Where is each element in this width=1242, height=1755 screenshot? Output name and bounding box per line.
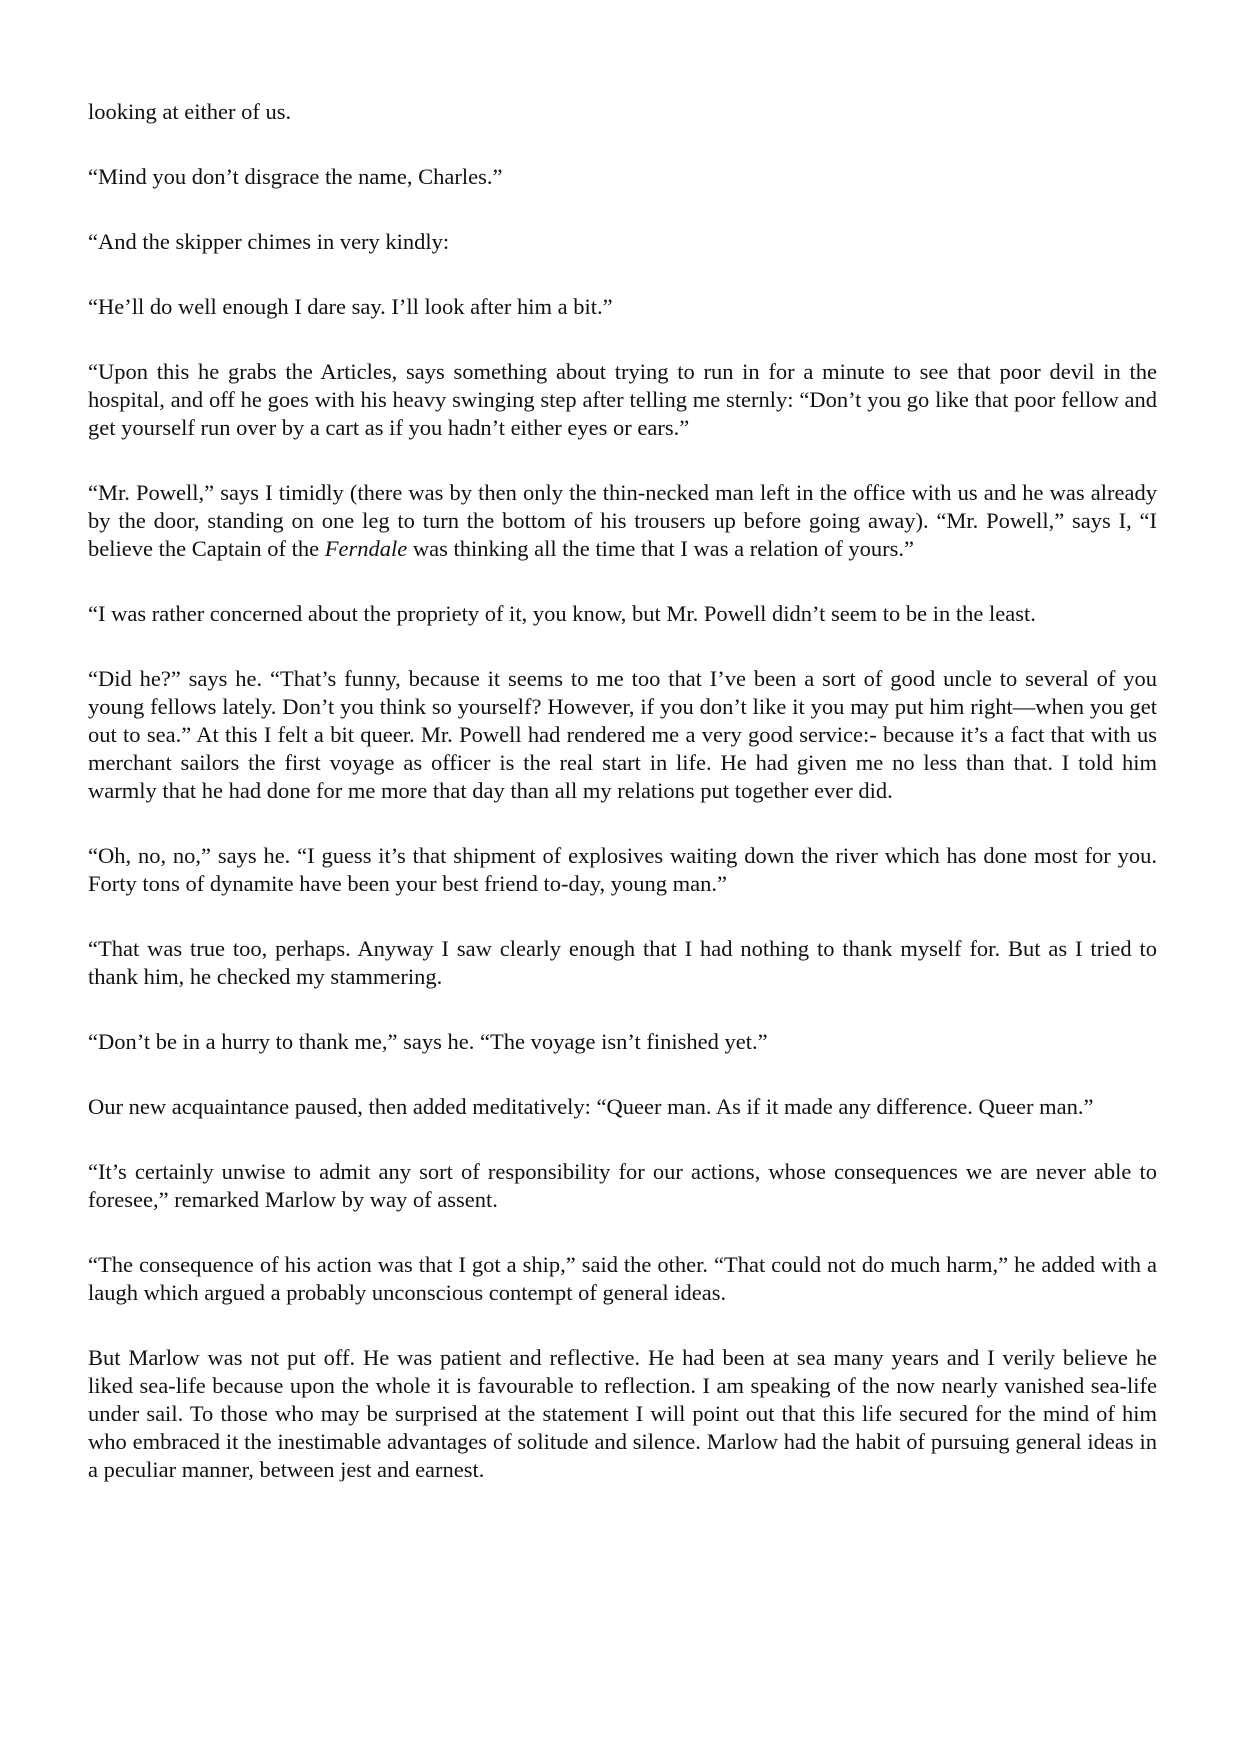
paragraph-text: “Mr. Powell,” says I timidly (there was by then only the thin-necked man left in the office with us and he was already by the door, standing on one leg to turn the bottom of his trousers up before going away). “Mr. Powell,” says I, “I believe the Captain of the (88, 480, 1157, 561)
paragraph: “Upon this he grabs the Articles, says something about trying to run in for a minute to see that poor devil in the hospital, and off he goes with his heavy swinging step after telling me sternly: “Don’t you go like that poor fellow and get yourself run over by a cart as if you hadn’t either eyes or ears.” (88, 359, 1157, 440)
ship-name-italic: Ferndale (324, 536, 408, 561)
paragraph: “Mind you don’t disgrace the name, Charles.” (88, 164, 503, 189)
paragraph: “It’s certainly unwise to admit any sort of responsibility for our actions, whose consequences we are never able to foresee,” remarked Marlow by way of assent. (88, 1159, 1157, 1212)
paragraph: “Don’t be in a hurry to thank me,” says he. “The voyage isn’t finished yet.” (88, 1029, 768, 1054)
paragraph: “I was rather concerned about the propriety of it, you know, but Mr. Powell didn’t seem to be in the least. (88, 601, 1036, 626)
paragraph-text: was thinking all the time that I was a relation of yours.” (407, 536, 915, 561)
paragraph: “He’ll do well enough I dare say. I’ll look after him a bit.” (88, 294, 613, 319)
paragraph: “That was true too, perhaps. Anyway I saw clearly enough that I had nothing to thank myself for. But as I tried to thank him, he checked my stammering. (88, 936, 1157, 989)
paragraph: “Oh, no, no,” says he. “I guess it’s that shipment of explosives waiting down the river which has done most for you. Forty tons of dynamite have been your best friend to-day, young man.” (88, 843, 1157, 896)
paragraph: “And the skipper chimes in very kindly: (88, 229, 450, 254)
paragraph (88, 479, 1157, 563)
paragraph: “Did he?” says he. “That’s funny, because it seems to me too that I’ve been a sort of good uncle to several of you young fellows lately. Don’t you think so yourself? However, if you don’t like it you may put him right—when you get out to sea.” At this I felt a bit queer. Mr. Powell had rendered me a very good service:- because it’s a fact that with us merchant sailors the first voyage as officer is the real start in life. He had given me no less than that. I told him warmly that he had done for me more that day than all my relations put together ever did. (88, 666, 1157, 803)
paragraph: But Marlow was not put off. He was patient and reflective. He had been at sea many years and I verily believe he liked sea-life because upon the whole it is favourable to reflection. I am speaking of the now nearly vanished sea-life under sail. To those who may be surprised at the statement I will point out that this life secured for the mind of him who embraced it the inestimable advantages of solitude and silence. Marlow had the habit of pursuing general ideas in a peculiar manner, between jest and earnest. (88, 1345, 1157, 1482)
paragraph: “The consequence of his action was that I got a ship,” said the other. “That could not do much harm,” he added with a laugh which argued a probably unconscious contempt of general ideas. (88, 1252, 1157, 1305)
document-page (88, 98, 1157, 1521)
paragraph: looking at either of us. (88, 99, 292, 124)
paragraph: Our new acquaintance paused, then added meditatively: “Queer man. As if it made any difference. Queer man.” (88, 1094, 1094, 1119)
